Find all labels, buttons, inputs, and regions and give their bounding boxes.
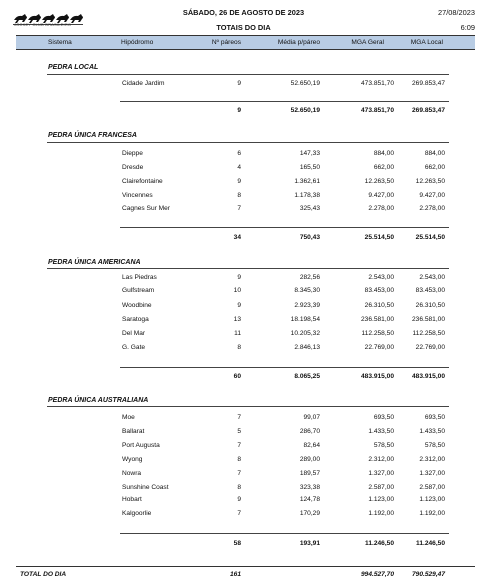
- cell-local: 112.258,50: [412, 330, 445, 337]
- hipodromo-name: Port Augusta: [122, 442, 160, 449]
- cell-media: 82,64: [303, 442, 320, 449]
- cell-mga: 1.327,00: [368, 470, 394, 477]
- subtotal-mga: 11.246,50: [365, 540, 394, 547]
- cell-np: 13: [233, 316, 241, 323]
- cell-mga: 662,00: [373, 164, 394, 171]
- section-divider: [47, 406, 449, 407]
- subtotal-media: 8.065,25: [294, 373, 320, 380]
- cell-mga: 1.433,50: [368, 428, 394, 435]
- cell-mga: 473.851,70: [360, 80, 394, 87]
- cell-media: 18.198,54: [290, 316, 320, 323]
- grand-total-mga: 994.527,70: [360, 571, 394, 578]
- cell-np: 4: [237, 164, 241, 171]
- cell-np: 8: [237, 344, 241, 351]
- cell-local: 1.327,00: [419, 470, 445, 477]
- cell-local: 12.263,50: [415, 178, 445, 185]
- section-divider: [47, 268, 449, 269]
- cell-media: 289,00: [299, 456, 320, 463]
- table-row: [0, 302, 487, 312]
- cell-np: 9: [237, 178, 241, 185]
- cell-local: 2.543,00: [419, 274, 445, 281]
- table-row: [0, 470, 487, 480]
- table-row: [0, 442, 487, 452]
- cell-np: 5: [237, 428, 241, 435]
- cell-local: 83.453,00: [415, 287, 445, 294]
- grand-total-local: 790.529,47: [411, 571, 445, 578]
- cell-local: 26.310,50: [415, 302, 445, 309]
- hipodromo-name: Woodbine: [122, 302, 152, 309]
- hipodromo-name: Saratoga: [122, 316, 149, 323]
- cell-mga: 12.263,50: [364, 178, 394, 185]
- cell-media: 325,43: [299, 205, 320, 212]
- hipodromo-name: Gulfstream: [122, 287, 155, 294]
- cell-media: 99,07: [303, 414, 320, 421]
- cell-mga: 1.123,00: [368, 496, 394, 503]
- cell-local: 693,50: [424, 414, 445, 421]
- cell-media: 165,50: [299, 164, 320, 171]
- cell-mga: 26.310,50: [364, 302, 394, 309]
- cell-local: 2.278,00: [419, 205, 445, 212]
- hipodromo-name: Sunshine Coast: [122, 484, 169, 491]
- cell-media: 124,78: [299, 496, 320, 503]
- grand-total-row: [0, 571, 487, 581]
- section-divider: [47, 142, 449, 143]
- subtotal-np: 34: [233, 234, 241, 241]
- hipodromo-name: Cagnes Sur Mer: [122, 205, 171, 212]
- hipodromo-name: Nowra: [122, 470, 142, 477]
- cell-local: 1.123,00: [419, 496, 445, 503]
- subtotal-local: 11.246,50: [416, 540, 445, 547]
- table-row: [0, 316, 487, 326]
- cell-media: 286,70: [299, 428, 320, 435]
- table-row: [0, 484, 487, 494]
- subtotal-divider: [120, 533, 449, 534]
- cell-local: 662,00: [424, 164, 445, 171]
- cell-media: 323,38: [299, 484, 320, 491]
- subtotal-media: 193,91: [299, 540, 320, 547]
- column-header-mga-geral: MGA Geral: [351, 39, 384, 46]
- table-row: [0, 344, 487, 354]
- cell-np: 11: [234, 330, 241, 337]
- cell-media: 282,56: [299, 274, 320, 281]
- table-row: [0, 456, 487, 466]
- column-header-band: [16, 35, 475, 50]
- subtotal-mga: 483.915,00: [360, 373, 394, 380]
- hipodromo-name: Moe: [122, 414, 135, 421]
- cell-np: 8: [237, 192, 241, 199]
- cell-np: 7: [237, 470, 241, 477]
- report-subtitle: TOTAIS DO DIA: [216, 23, 271, 32]
- cell-media: 170,29: [299, 510, 320, 517]
- report-title: SÁBADO, 26 DE AGOSTO DE 2023: [182, 8, 305, 17]
- cell-np: 7: [237, 414, 241, 421]
- table-row: [0, 414, 487, 424]
- hipodromo-name: Las Piedras: [122, 274, 157, 281]
- section-title: PEDRA ÚNICA AUSTRALIANA: [48, 397, 149, 404]
- table-row: [0, 510, 487, 520]
- hipodromo-name: Del Mar: [122, 330, 146, 337]
- cell-local: 578,50: [424, 442, 445, 449]
- hipodromo-name: Wyong: [122, 456, 143, 463]
- column-header-n-pareos: Nº páreos: [211, 39, 241, 46]
- table-row: [0, 150, 487, 160]
- subtotal-mga: 473.851,70: [360, 107, 394, 114]
- table-row: [0, 178, 487, 188]
- hipodromo-name: Dresde: [122, 164, 144, 171]
- cell-local: 22.769,00: [415, 344, 445, 351]
- cell-np: 7: [237, 510, 241, 517]
- table-row: [0, 496, 487, 506]
- report-date: 27/08/2023: [438, 8, 475, 17]
- cell-media: 8.345,30: [294, 287, 320, 294]
- cell-media: 52.650,19: [290, 80, 320, 87]
- cell-np: 9: [237, 274, 241, 281]
- subtotal-np: 58: [233, 540, 241, 547]
- cell-local: 2.312,00: [419, 456, 445, 463]
- table-row: [0, 274, 487, 284]
- table-row: [0, 192, 487, 202]
- cell-media: 147,33: [299, 150, 320, 157]
- hipodromo-name: Ballarat: [122, 428, 145, 435]
- cell-local: 884,00: [424, 150, 445, 157]
- cell-local: 2.587,00: [419, 484, 445, 491]
- subtotal-row: [0, 373, 487, 383]
- report-time: 6:09: [460, 23, 475, 32]
- subtotal-divider: [120, 227, 449, 228]
- cell-mga: 578,50: [373, 442, 394, 449]
- subtotal-media: 750,43: [299, 234, 320, 241]
- cell-mga: 2.278,00: [368, 205, 394, 212]
- hipodromo-name: Dieppe: [122, 150, 143, 157]
- cell-np: 7: [237, 205, 241, 212]
- hipodromo-name: Cidade Jardim: [122, 80, 165, 87]
- cell-media: 2.846,13: [294, 344, 320, 351]
- cell-mga: 2.587,00: [368, 484, 394, 491]
- hipodromo-name: Kalgoorlie: [122, 510, 152, 517]
- column-header-sistema: Sistema: [48, 39, 72, 46]
- cell-np: 7: [237, 442, 241, 449]
- cell-mga: 2.312,00: [368, 456, 394, 463]
- subtotal-mga: 25.514,50: [364, 234, 394, 241]
- cell-local: 1.433,50: [419, 428, 445, 435]
- table-row: [0, 164, 487, 174]
- cell-mga: 112.258,50: [361, 330, 394, 337]
- cell-mga: 83.453,00: [364, 287, 394, 294]
- cell-np: 9: [237, 80, 241, 87]
- cell-local: 236.581,00: [411, 316, 445, 323]
- cell-mga: 884,00: [373, 150, 394, 157]
- table-row: [0, 205, 487, 215]
- subtotal-row: [0, 234, 487, 244]
- subtotal-local: 483.915,00: [411, 373, 445, 380]
- cell-mga: 22.769,00: [364, 344, 394, 351]
- cell-media: 189,57: [299, 470, 320, 477]
- table-row: [0, 428, 487, 438]
- cell-np: 8: [237, 484, 241, 491]
- cell-local: 269.853,47: [411, 80, 445, 87]
- subtotal-local: 25.514,50: [415, 234, 445, 241]
- cell-media: 10.205,32: [290, 330, 320, 337]
- cell-np: 9: [237, 302, 241, 309]
- grand-total-divider: [16, 566, 475, 567]
- cell-np: 10: [233, 287, 241, 294]
- section-divider: [47, 74, 449, 75]
- logo-text: JOCKEY CLUB BRASILEIRO: [14, 22, 72, 27]
- grand-total-label: TOTAL DO DIA: [20, 571, 67, 578]
- cell-np: 6: [237, 150, 241, 157]
- hipodromo-name: Vincennes: [122, 192, 153, 199]
- column-header-mga-local: MGA Local: [410, 39, 443, 46]
- hipodromo-name: G. Gate: [122, 344, 146, 351]
- subtotal-row: [0, 540, 487, 550]
- cell-mga: 9.427,00: [368, 192, 394, 199]
- cell-mga: 236.581,00: [360, 316, 394, 323]
- cell-local: 1.192,00: [419, 510, 445, 517]
- section-title: PEDRA ÚNICA FRANCESA: [48, 132, 137, 139]
- column-header-media: Média p/páreo: [277, 39, 320, 46]
- hipodromo-name: Hobart: [122, 496, 142, 503]
- subtotal-np: 9: [237, 107, 241, 114]
- cell-media: 1.178,38: [294, 192, 320, 199]
- cell-mga: 2.543,00: [368, 274, 394, 281]
- cell-np: 9: [237, 496, 241, 503]
- hipodromo-name: Clairefontaine: [122, 178, 163, 185]
- subtotal-np: 60: [233, 373, 241, 380]
- subtotal-media: 52.650,19: [290, 107, 320, 114]
- subtotal-divider: [120, 367, 449, 368]
- subtotal-divider: [120, 101, 449, 102]
- section-title: PEDRA ÚNICA AMERICANA: [48, 259, 141, 266]
- grand-total-np: 161: [229, 571, 241, 578]
- section-title: PEDRA LOCAL: [48, 64, 99, 71]
- table-row: [0, 287, 487, 297]
- subtotal-row: [0, 107, 487, 117]
- subtotal-local: 269.853,47: [411, 107, 445, 114]
- cell-mga: 1.192,00: [368, 510, 394, 517]
- cell-mga: 693,50: [373, 414, 394, 421]
- column-header-hipodromo: Hipódromo: [121, 39, 154, 46]
- cell-np: 8: [237, 456, 241, 463]
- table-row: [0, 330, 487, 340]
- table-row: [0, 80, 487, 90]
- cell-local: 9.427,00: [419, 192, 445, 199]
- cell-media: 1.362,61: [294, 178, 320, 185]
- cell-media: 2.923,39: [294, 302, 320, 309]
